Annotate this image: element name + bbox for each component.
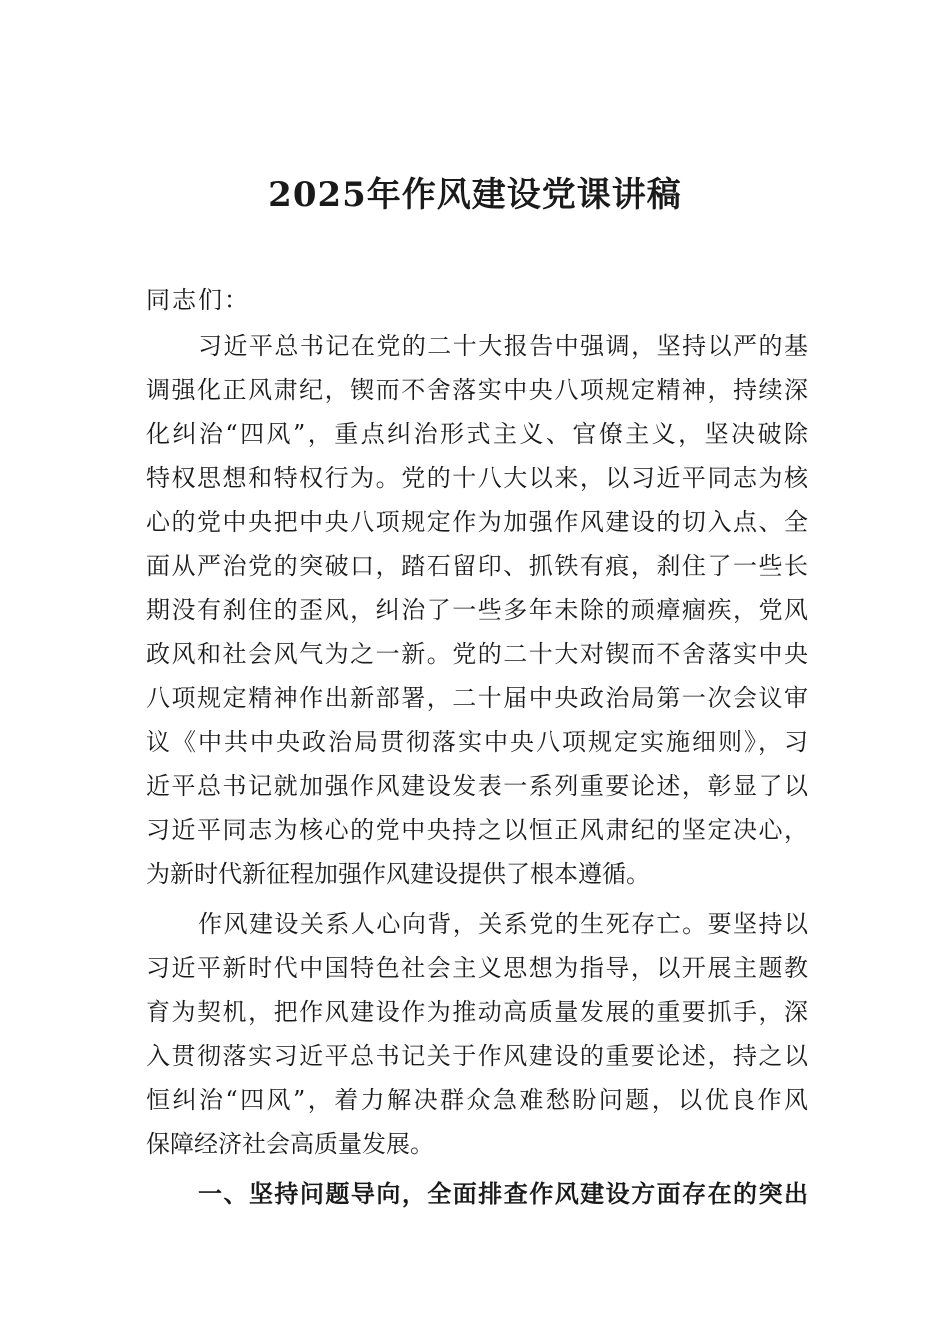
paragraph-line: 议《中共中央政治局贯彻落实中央八项规定实施细则》，习 — [146, 728, 808, 756]
paragraph-line: 习近平新时代中国特色社会主义思想为指导，以开展主题教 — [146, 954, 808, 982]
paragraph-line: 保障经济社会高质量发展。 — [146, 1130, 434, 1158]
paragraph-line: 入贯彻落实习近平总书记关于作风建设的重要论述，持之以 — [146, 1042, 808, 1070]
paragraph-line: 期没有刹住的歪风，纠治了一些多年未除的顽瘴痼疾，党风 — [146, 596, 808, 624]
paragraph-line: 作风建设关系人心向背，关系党的生死存亡。要坚持以 — [198, 910, 808, 938]
paragraph-line: 近平总书记就加强作风建设发表一系列重要论述，彰显了以 — [146, 772, 808, 800]
salutation: 同志们： — [146, 286, 250, 314]
paragraph-line: 心的党中央把中央八项规定作为加强作风建设的切入点、全 — [146, 508, 808, 536]
paragraph-line: 特权思想和特权行为。党的十八大以来，以习近平同志为核 — [146, 464, 808, 492]
section-heading: 一、坚持问题导向，全面排查作风建设方面存在的突出 — [198, 1180, 808, 1208]
paragraph-line: 习近平同志为核心的党中央持之以恒正风肃纪的坚定决心， — [146, 816, 808, 844]
paragraph-line: 恒纠治“四风”，着力解决群众急难愁盼问题，以优良作风 — [146, 1086, 808, 1114]
paragraph-line: 习近平总书记在党的二十大报告中强调，坚持以严的基 — [198, 332, 808, 360]
paragraph-line: 调强化正风肃纪，锲而不舍落实中央八项规定精神，持续深 — [146, 376, 808, 404]
document-title: 2025年作风建设党课讲稿 — [268, 175, 682, 215]
paragraph-line: 化纠治“四风”，重点纠治形式主义、官僚主义，坚决破除 — [146, 420, 808, 448]
paragraph-line: 为新时代新征程加强作风建设提供了根本遵循。 — [146, 860, 650, 888]
paragraph-line: 育为契机，把作风建设作为推动高质量发展的重要抓手，深 — [146, 998, 808, 1026]
paragraph-line: 面从严治党的突破口，踏石留印、抓铁有痕，刹住了一些长 — [146, 552, 808, 580]
paragraph-line: 八项规定精神作出新部署，二十届中央政治局第一次会议审 — [146, 684, 808, 712]
paragraph-line: 政风和社会风气为之一新。党的二十大对锲而不舍落实中央 — [146, 640, 808, 668]
